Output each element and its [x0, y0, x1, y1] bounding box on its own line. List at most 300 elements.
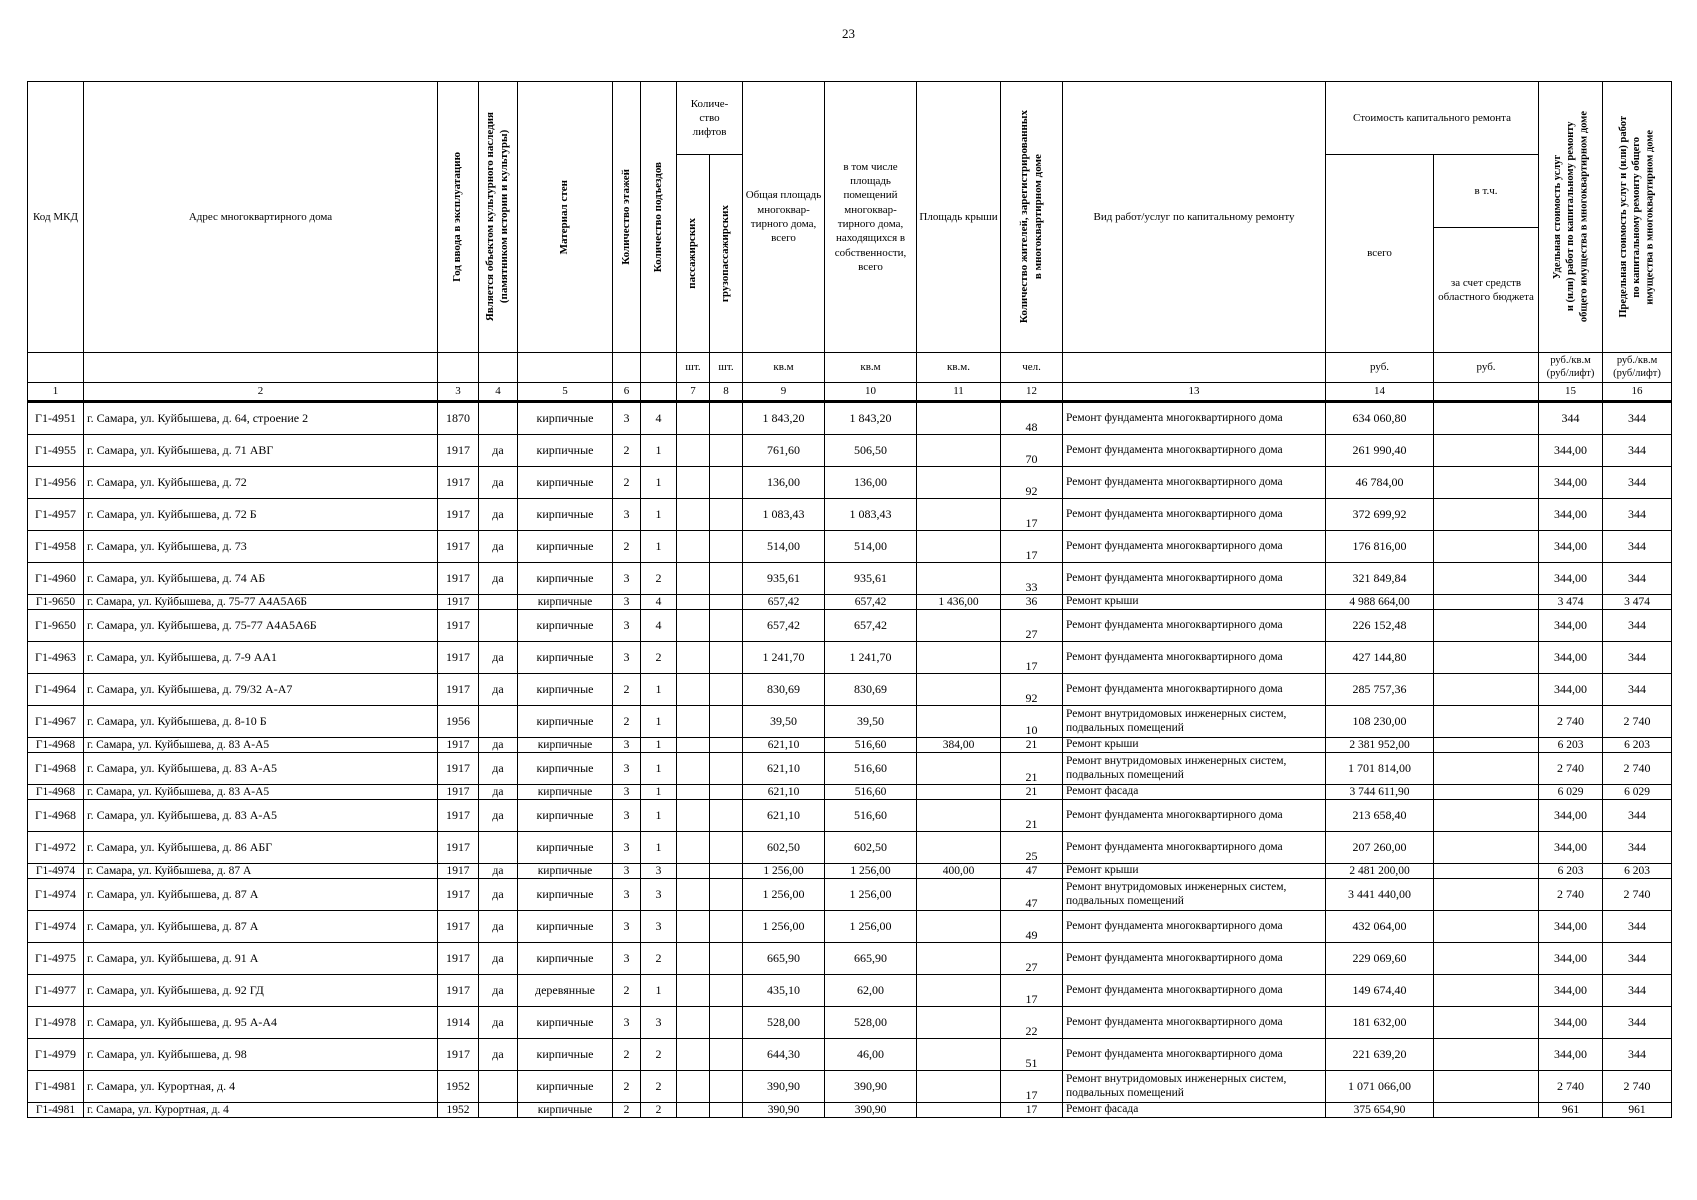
- cell-cost-total: 285 757,36: [1326, 674, 1434, 706]
- cell-code: Г1-4968: [28, 785, 84, 800]
- cell-heritage: да: [479, 1007, 518, 1039]
- column-numbers-row: [28, 383, 1672, 402]
- table-row: [28, 706, 1672, 738]
- cell-cost-regional: [1434, 1039, 1539, 1071]
- cell-roof-area: [917, 499, 1001, 531]
- cell-residents: 92: [1001, 674, 1063, 706]
- cell-address: г. Самара, ул. Куйбышева, д. 87 А: [84, 879, 438, 911]
- cell-floors: 3: [613, 800, 641, 832]
- cell-unit-cost: 2 740: [1539, 1071, 1603, 1103]
- cell-address: г. Самара, ул. Куйбышева, д. 92 ГД: [84, 975, 438, 1007]
- cell-address: г. Самара, ул. Куйбышева, д. 8-10 Б: [84, 706, 438, 738]
- cell-total-area: 602,50: [743, 832, 825, 864]
- cell-work-type: Ремонт фундамента многоквартирного дома: [1063, 642, 1326, 674]
- cell-cost-regional: [1434, 800, 1539, 832]
- cell-owned-area: 1 256,00: [825, 911, 917, 943]
- cell-residents: 27: [1001, 610, 1063, 642]
- cell-floors: 3: [613, 595, 641, 610]
- header-heritage: Является объектом культурного наследия (памятником истории и культуры): [479, 82, 518, 353]
- cell-cargo-lifts: [710, 975, 743, 1007]
- capital-repair-table: [27, 81, 1672, 1118]
- cell-wall-material: кирпичные: [518, 595, 613, 610]
- cell-cost-total: 372 699,92: [1326, 499, 1434, 531]
- cell-entrances: 2: [641, 642, 677, 674]
- cell-entrances: 1: [641, 435, 677, 467]
- table-row: [28, 1007, 1672, 1039]
- cell-code: Г1-4978: [28, 1007, 84, 1039]
- table-row: [28, 975, 1672, 1007]
- cell-code: Г1-4974: [28, 879, 84, 911]
- cell-heritage: [479, 595, 518, 610]
- cell-total-area: 621,10: [743, 753, 825, 785]
- cell-roof-area: [917, 800, 1001, 832]
- cell-work-type: Ремонт фасада: [1063, 1103, 1326, 1118]
- cell-residents: 21: [1001, 785, 1063, 800]
- cell-roof-area: [917, 911, 1001, 943]
- cell-owned-area: 657,42: [825, 610, 917, 642]
- cell-residents: 25: [1001, 832, 1063, 864]
- cell-residents: 17: [1001, 531, 1063, 563]
- cell-year: 1917: [438, 531, 479, 563]
- cell-cost-total: 229 069,60: [1326, 943, 1434, 975]
- cell-unit-cost: 344,00: [1539, 435, 1603, 467]
- header-roof-area: Площадь крыши: [917, 82, 1001, 353]
- cell-floors: 3: [613, 943, 641, 975]
- cell-cost-total: 46 784,00: [1326, 467, 1434, 499]
- cell-limit-cost: 344: [1603, 943, 1672, 975]
- cell-floors: 2: [613, 1071, 641, 1103]
- cell-owned-area: 62,00: [825, 975, 917, 1007]
- cell-passenger-lifts: [677, 435, 710, 467]
- cell-work-type: Ремонт фундамента многоквартирного дома: [1063, 499, 1326, 531]
- cell-cargo-lifts: [710, 738, 743, 753]
- cell-total-area: 528,00: [743, 1007, 825, 1039]
- cell-floors: 3: [613, 402, 641, 435]
- cell-cost-regional: [1434, 499, 1539, 531]
- cell-entrances: 4: [641, 610, 677, 642]
- cell-residents: 33: [1001, 563, 1063, 595]
- table-row: [28, 753, 1672, 785]
- cell-cost-regional: [1434, 864, 1539, 879]
- cell-roof-area: [917, 879, 1001, 911]
- cell-owned-area: 1 241,70: [825, 642, 917, 674]
- unit-cargo: шт.: [710, 353, 743, 383]
- column-number: 15: [1539, 383, 1603, 402]
- cell-code: Г1-4975: [28, 943, 84, 975]
- cell-floors: 3: [613, 499, 641, 531]
- cell-owned-area: 516,60: [825, 738, 917, 753]
- cell-cost-regional: [1434, 1103, 1539, 1118]
- cell-cargo-lifts: [710, 402, 743, 435]
- cell-wall-material: кирпичные: [518, 1039, 613, 1071]
- cell-passenger-lifts: [677, 610, 710, 642]
- cell-heritage: [479, 1103, 518, 1118]
- cell-limit-cost: 344: [1603, 800, 1672, 832]
- cell-heritage: да: [479, 800, 518, 832]
- cell-entrances: 3: [641, 911, 677, 943]
- cell-limit-cost: 344: [1603, 1039, 1672, 1071]
- cell-heritage: да: [479, 642, 518, 674]
- cell-code: Г1-4974: [28, 911, 84, 943]
- cell-heritage: [479, 706, 518, 738]
- table-body: [28, 402, 1672, 1118]
- cell-cost-regional: [1434, 832, 1539, 864]
- cell-year: 1917: [438, 753, 479, 785]
- cell-year: 1917: [438, 467, 479, 499]
- cell-year: 1917: [438, 864, 479, 879]
- cell-limit-cost: 344: [1603, 975, 1672, 1007]
- unit-residents: чел.: [1001, 353, 1063, 383]
- units-row: [28, 353, 1672, 383]
- cell-cost-total: 2 481 200,00: [1326, 864, 1434, 879]
- cell-cost-regional: [1434, 975, 1539, 1007]
- cell-cost-total: 108 230,00: [1326, 706, 1434, 738]
- cell-roof-area: [917, 1039, 1001, 1071]
- cell-address: г. Самара, ул. Куйбышева, д. 98: [84, 1039, 438, 1071]
- cell-cargo-lifts: [710, 1103, 743, 1118]
- cell-year: 1917: [438, 674, 479, 706]
- cell-heritage: да: [479, 785, 518, 800]
- cell-entrances: 2: [641, 1103, 677, 1118]
- cell-residents: 92: [1001, 467, 1063, 499]
- table-row: [28, 610, 1672, 642]
- column-number: 2: [84, 383, 438, 402]
- cell-cost-total: 176 816,00: [1326, 531, 1434, 563]
- header-owned-area: в том числе площадь помещений многоквар-тирного дома, находящихся в собственности, всего: [825, 82, 917, 353]
- cell-cargo-lifts: [710, 595, 743, 610]
- cell-work-type: Ремонт фундамента многоквартирного дома: [1063, 435, 1326, 467]
- cell-unit-cost: 6 029: [1539, 785, 1603, 800]
- cell-cost-total: 2 381 952,00: [1326, 738, 1434, 753]
- cell-total-area: 435,10: [743, 975, 825, 1007]
- cell-entrances: 1: [641, 499, 677, 531]
- cell-unit-cost: 2 740: [1539, 879, 1603, 911]
- cell-cost-regional: [1434, 402, 1539, 435]
- cell-wall-material: кирпичные: [518, 1103, 613, 1118]
- cell-work-type: Ремонт внутридомовых инженерных систем, подвальных помещений: [1063, 879, 1326, 911]
- cell-entrances: 1: [641, 467, 677, 499]
- cell-floors: 3: [613, 753, 641, 785]
- cell-cost-total: 226 152,48: [1326, 610, 1434, 642]
- cell-work-type: Ремонт фундамента многоквартирного дома: [1063, 1007, 1326, 1039]
- cell-total-area: 1 083,43: [743, 499, 825, 531]
- cell-cost-regional: [1434, 642, 1539, 674]
- cell-cargo-lifts: [710, 1039, 743, 1071]
- cell-work-type: Ремонт фундамента многоквартирного дома: [1063, 832, 1326, 864]
- cell-work-type: Ремонт фасада: [1063, 785, 1326, 800]
- table-row: [28, 911, 1672, 943]
- cell-address: г. Самара, ул. Куйбышева, д. 83 А-А5: [84, 800, 438, 832]
- cell-floors: 2: [613, 706, 641, 738]
- cell-cargo-lifts: [710, 1071, 743, 1103]
- cell-total-area: 390,90: [743, 1071, 825, 1103]
- cell-code: Г1-4972: [28, 832, 84, 864]
- cell-address: г. Самара, ул. Куйбышева, д. 83 А-А5: [84, 753, 438, 785]
- cell-year: 1917: [438, 800, 479, 832]
- cell-total-area: 1 843,20: [743, 402, 825, 435]
- cell-year: 1914: [438, 1007, 479, 1039]
- column-number: 10: [825, 383, 917, 402]
- cell-unit-cost: 344,00: [1539, 531, 1603, 563]
- cell-cost-regional: [1434, 785, 1539, 800]
- cell-roof-area: [917, 706, 1001, 738]
- cell-work-type: Ремонт фундамента многоквартирного дома: [1063, 800, 1326, 832]
- cell-wall-material: кирпичные: [518, 753, 613, 785]
- cell-code: Г1-4979: [28, 1039, 84, 1071]
- header-cost-incl: в т.ч.: [1434, 155, 1539, 228]
- cell-unit-cost: 961: [1539, 1103, 1603, 1118]
- cell-roof-area: [917, 563, 1001, 595]
- column-number: 12: [1001, 383, 1063, 402]
- cell-address: г. Самара, ул. Курортная, д. 4: [84, 1071, 438, 1103]
- cell-cargo-lifts: [710, 800, 743, 832]
- cell-roof-area: [917, 435, 1001, 467]
- table-row: [28, 435, 1672, 467]
- header-work-type: Вид работ/услуг по капитальному ремонту: [1063, 82, 1326, 353]
- cell-passenger-lifts: [677, 800, 710, 832]
- column-number: 6: [613, 383, 641, 402]
- cell-cargo-lifts: [710, 610, 743, 642]
- cell-cost-regional: [1434, 467, 1539, 499]
- cell-heritage: да: [479, 435, 518, 467]
- cell-roof-area: [917, 531, 1001, 563]
- cell-address: г. Самара, ул. Куйбышева, д. 71 АВГ: [84, 435, 438, 467]
- cell-unit-cost: 344,00: [1539, 911, 1603, 943]
- cell-floors: 3: [613, 879, 641, 911]
- cell-owned-area: 514,00: [825, 531, 917, 563]
- cell-roof-area: [917, 402, 1001, 435]
- cell-work-type: Ремонт фундамента многоквартирного дома: [1063, 467, 1326, 499]
- cell-address: г. Самара, ул. Куйбышева, д. 72 Б: [84, 499, 438, 531]
- cell-entrances: 2: [641, 1071, 677, 1103]
- cell-wall-material: кирпичные: [518, 610, 613, 642]
- cell-floors: 3: [613, 911, 641, 943]
- cell-unit-cost: 344,00: [1539, 499, 1603, 531]
- cell-work-type: Ремонт фундамента многоквартирного дома: [1063, 531, 1326, 563]
- cell-floors: 3: [613, 610, 641, 642]
- cell-residents: 22: [1001, 1007, 1063, 1039]
- cell-wall-material: кирпичные: [518, 785, 613, 800]
- cell-cargo-lifts: [710, 864, 743, 879]
- cell-total-area: 621,10: [743, 800, 825, 832]
- cell-address: г. Самара, ул. Куйбышева, д. 74 АБ: [84, 563, 438, 595]
- column-number: 11: [917, 383, 1001, 402]
- unit-passenger: шт.: [677, 353, 710, 383]
- cell-code: Г1-4981: [28, 1103, 84, 1118]
- cell-roof-area: [917, 674, 1001, 706]
- cell-cargo-lifts: [710, 467, 743, 499]
- cell-address: г. Самара, ул. Куйбышева, д. 83 А-А5: [84, 785, 438, 800]
- header-lifts: Количе- ство лифтов: [677, 82, 743, 155]
- cell-unit-cost: 344,00: [1539, 1007, 1603, 1039]
- cell-residents: 21: [1001, 738, 1063, 753]
- cell-wall-material: кирпичные: [518, 563, 613, 595]
- cell-unit-cost: 344,00: [1539, 467, 1603, 499]
- cell-unit-cost: 344,00: [1539, 674, 1603, 706]
- cell-unit-cost: 6 203: [1539, 738, 1603, 753]
- cell-wall-material: кирпичные: [518, 738, 613, 753]
- table-row: [28, 864, 1672, 879]
- cell-passenger-lifts: [677, 499, 710, 531]
- cell-cost-total: 207 260,00: [1326, 832, 1434, 864]
- cell-wall-material: кирпичные: [518, 879, 613, 911]
- cell-total-area: 390,90: [743, 1103, 825, 1118]
- cell-limit-cost: 3 474: [1603, 595, 1672, 610]
- cell-cargo-lifts: [710, 785, 743, 800]
- cell-cost-total: 213 658,40: [1326, 800, 1434, 832]
- cell-owned-area: 1 256,00: [825, 879, 917, 911]
- cell-year: 1917: [438, 975, 479, 1007]
- cell-roof-area: [917, 467, 1001, 499]
- cell-floors: 3: [613, 738, 641, 753]
- cell-entrances: 2: [641, 943, 677, 975]
- cell-cost-total: 432 064,00: [1326, 911, 1434, 943]
- cell-heritage: да: [479, 911, 518, 943]
- cell-address: г. Самара, ул. Куйбышева, д. 73: [84, 531, 438, 563]
- cell-entrances: 3: [641, 864, 677, 879]
- cell-address: г. Самара, ул. Куйбышева, д. 7-9 АА1: [84, 642, 438, 674]
- cell-work-type: Ремонт внутридомовых инженерных систем, подвальных помещений: [1063, 1071, 1326, 1103]
- table-row: [28, 563, 1672, 595]
- cell-floors: 3: [613, 642, 641, 674]
- cell-year: 1917: [438, 499, 479, 531]
- cell-floors: 3: [613, 563, 641, 595]
- cell-work-type: Ремонт фундамента многоквартирного дома: [1063, 911, 1326, 943]
- cell-code: Г1-4955: [28, 435, 84, 467]
- cell-code: Г1-4964: [28, 674, 84, 706]
- cell-cost-total: 427 144,80: [1326, 642, 1434, 674]
- cell-limit-cost: 344: [1603, 832, 1672, 864]
- cell-floors: 3: [613, 832, 641, 864]
- header-total-area: Общая площадь многоквар-тирного дома, всего: [743, 82, 825, 353]
- cell-wall-material: кирпичные: [518, 1007, 613, 1039]
- header-limit-cost: Предельная стоимость услуг и (или) работ по капитальному ремонту общего имущества в многоквартирном доме: [1603, 82, 1672, 353]
- table-row: [28, 1071, 1672, 1103]
- cell-entrances: 1: [641, 975, 677, 1007]
- cell-wall-material: деревянные: [518, 975, 613, 1007]
- cell-work-type: Ремонт крыши: [1063, 864, 1326, 879]
- cell-limit-cost: 344: [1603, 531, 1672, 563]
- cell-floors: 3: [613, 785, 641, 800]
- cell-unit-cost: 344,00: [1539, 975, 1603, 1007]
- cell-cost-total: 261 990,40: [1326, 435, 1434, 467]
- cell-wall-material: кирпичные: [518, 864, 613, 879]
- cell-residents: 27: [1001, 943, 1063, 975]
- cell-floors: 2: [613, 467, 641, 499]
- cell-passenger-lifts: [677, 1103, 710, 1118]
- cell-total-area: 514,00: [743, 531, 825, 563]
- cell-heritage: [479, 832, 518, 864]
- cell-code: Г1-4967: [28, 706, 84, 738]
- cell-code: Г1-4974: [28, 864, 84, 879]
- cell-passenger-lifts: [677, 879, 710, 911]
- cell-year: 1917: [438, 832, 479, 864]
- cell-roof-area: [917, 832, 1001, 864]
- cell-heritage: да: [479, 674, 518, 706]
- cell-owned-area: 46,00: [825, 1039, 917, 1071]
- cell-cost-total: 375 654,90: [1326, 1103, 1434, 1118]
- cell-roof-area: [917, 610, 1001, 642]
- cell-year: 1917: [438, 642, 479, 674]
- cell-code: Г1-4968: [28, 753, 84, 785]
- cell-address: г. Самара, ул. Куйбышева, д. 72: [84, 467, 438, 499]
- cell-work-type: Ремонт фундамента многоквартирного дома: [1063, 674, 1326, 706]
- cell-limit-cost: 2 740: [1603, 753, 1672, 785]
- cell-roof-area: [917, 975, 1001, 1007]
- cell-code: Г1-9650: [28, 595, 84, 610]
- table-row: [28, 738, 1672, 753]
- unit-roof-area: кв.м.: [917, 353, 1001, 383]
- column-number: 9: [743, 383, 825, 402]
- cell-roof-area: [917, 943, 1001, 975]
- cell-owned-area: 935,61: [825, 563, 917, 595]
- cell-entrances: 1: [641, 674, 677, 706]
- cell-wall-material: кирпичные: [518, 943, 613, 975]
- table-row: [28, 879, 1672, 911]
- cell-cost-total: 1 071 066,00: [1326, 1071, 1434, 1103]
- cell-passenger-lifts: [677, 467, 710, 499]
- cell-address: г. Самара, ул. Куйбышева, д. 79/32 А-А7: [84, 674, 438, 706]
- cell-passenger-lifts: [677, 674, 710, 706]
- cell-heritage: да: [479, 753, 518, 785]
- cell-heritage: да: [479, 531, 518, 563]
- header-unit-cost: Удельная стоимость услуг и (или) работ по капитальному ремонту общего имущества в многоквартирном доме: [1539, 82, 1603, 353]
- cell-roof-area: [917, 1071, 1001, 1103]
- cell-wall-material: кирпичные: [518, 800, 613, 832]
- cell-code: Г1-4956: [28, 467, 84, 499]
- cell-cost-regional: [1434, 1071, 1539, 1103]
- cell-owned-area: 1 256,00: [825, 864, 917, 879]
- cell-work-type: Ремонт фундамента многоквартирного дома: [1063, 943, 1326, 975]
- cell-roof-area: 1 436,00: [917, 595, 1001, 610]
- cell-residents: 17: [1001, 1103, 1063, 1118]
- cell-entrances: 3: [641, 879, 677, 911]
- cell-total-area: 1 256,00: [743, 879, 825, 911]
- cell-unit-cost: 344: [1539, 402, 1603, 435]
- cell-passenger-lifts: [677, 531, 710, 563]
- cell-owned-area: 1 083,43: [825, 499, 917, 531]
- cell-passenger-lifts: [677, 402, 710, 435]
- cell-owned-area: 657,42: [825, 595, 917, 610]
- cell-entrances: 1: [641, 800, 677, 832]
- cell-owned-area: 665,90: [825, 943, 917, 975]
- cell-cost-regional: [1434, 753, 1539, 785]
- cell-address: г. Самара, ул. Курортная, д. 4: [84, 1103, 438, 1118]
- cell-total-area: 761,60: [743, 435, 825, 467]
- cell-floors: 2: [613, 435, 641, 467]
- cell-total-area: 39,50: [743, 706, 825, 738]
- cell-cargo-lifts: [710, 531, 743, 563]
- cell-year: 1917: [438, 911, 479, 943]
- column-number: [641, 383, 677, 402]
- cell-limit-cost: 344: [1603, 642, 1672, 674]
- cell-unit-cost: 344,00: [1539, 832, 1603, 864]
- cell-address: г. Самара, ул. Куйбышева, д. 64, строение 2: [84, 402, 438, 435]
- header-cargo-lifts: грузопассажирских: [710, 155, 743, 353]
- cell-code: Г1-4968: [28, 738, 84, 753]
- cell-cost-regional: [1434, 595, 1539, 610]
- cell-total-area: 621,10: [743, 738, 825, 753]
- cell-address: г. Самара, ул. Куйбышева, д. 86 АБГ: [84, 832, 438, 864]
- cell-work-type: Ремонт фундамента многоквартирного дома: [1063, 563, 1326, 595]
- cell-code: Г1-4958: [28, 531, 84, 563]
- cell-entrances: 1: [641, 832, 677, 864]
- cell-cost-regional: [1434, 531, 1539, 563]
- cell-code: Г1-4981: [28, 1071, 84, 1103]
- cell-wall-material: кирпичные: [518, 402, 613, 435]
- column-number: 8: [710, 383, 743, 402]
- cell-wall-material: кирпичные: [518, 642, 613, 674]
